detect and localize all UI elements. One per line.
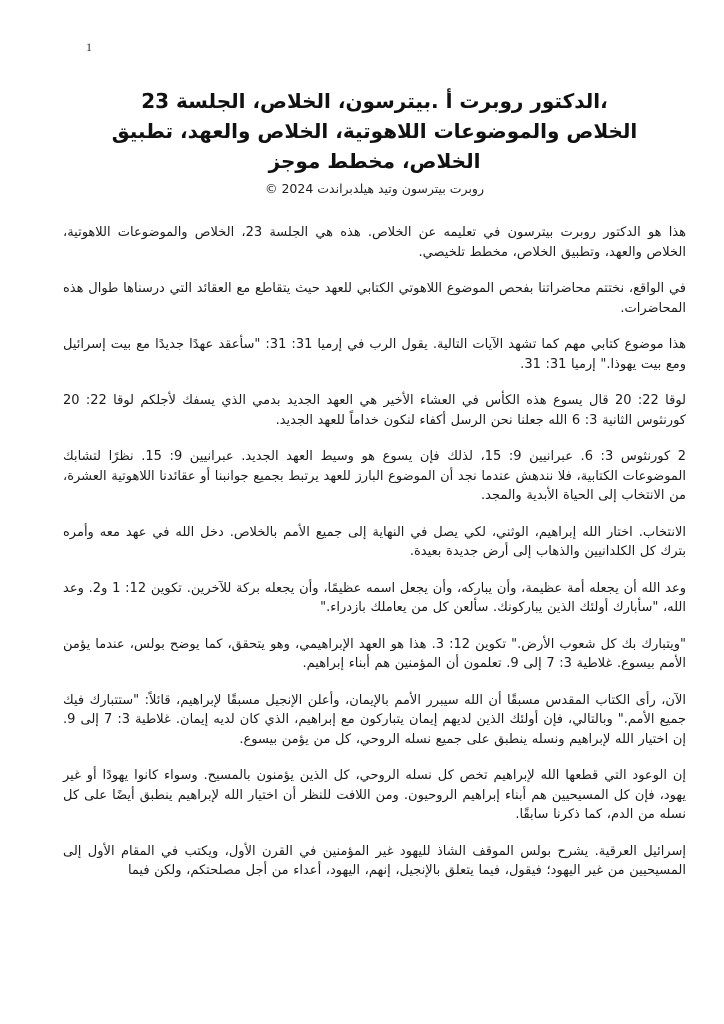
paragraph: إسرائيل العرقية. يشرح بولس الموقف الشاذ لليهود غير المؤمنين في القرن الأول، ويكتب في المقام الأول إلى المسيحيين من غير اليهود؛ فيقول، فيما يتعلق بالإنجيل، إنهم، اليهود، أعداء من أجل مصلحتكم، ولكن فيما — [63, 843, 686, 878]
paragraph: وعد الله أن يجعله أمة عظيمة، وأن يباركه، وأن يجعل اسمه عظيمًا، وأن يجعله بركة للآخرين. تكوين 12: 1 و2. وعد الله، "سأبارك أولئك الذين يباركونك. سألعن كل من يعاملك بازدراء." — [63, 580, 687, 615]
title-line-1: ،الدكتور روبرت أ .بيترسون، الخلاص، الجلسة 23 — [141, 89, 608, 113]
document-body — [63, 223, 686, 881]
paragraph: إن الوعود التي قطعها الله لإبراهيم تخص كل نسله الروحي، كل الذين يؤمنون بالمسيح. وسواء كانوا يهودًا أو غير يهود، فإن كل المسيحيين هم أبناء إبراهيم الروحيون. ومن اللافت للنظر أن اختيار الله لإبراهيم ينطبق أيضًا على كل نسله من الدم، كما ذكرنا سابقًا. — [63, 768, 686, 822]
document-title — [63, 86, 686, 176]
paragraph: هذا هو الدكتور روبرت بيترسون في تعليمه عن الخلاص. هذه هي الجلسة 23، الخلاص والموضوعات اللاهوتية، الخلاص والعهد، وتطبيق الخلاص، مخطط تلخيصي. — [63, 225, 686, 260]
paragraph: 2 كورنثوس 3: 6. عبرانيين 9: 15، لذلك فإن يسوع هو وسيط العهد الجديد. عبرانيين 9: 15. نظرًا لتشابك الموضوعات الكتابية، فلا نندهش عندما نجد أن الموضوع البارز للعهد يرتبط بجميع جوانبنا أو عقائدنا اللاهوتية العشرة، من الانتخاب إلى الحياة الأبدية والمجد. — [63, 449, 687, 503]
copyright-byline: روبرت بيترسون وتيد هيلدبراندت 2024 © — [264, 181, 484, 196]
paragraph: الانتخاب. اختار الله إبراهيم، الوثني، لكي يصل في النهاية إلى جميع الأمم بالخلاص. دخل الله في عهد معه وأمره بترك كل الكلدانيين والذهاب إلى أرض جديدة بعيدة. — [63, 524, 686, 559]
paragraph: في الواقع، نختتم محاضراتنا بفحص الموضوع اللاهوتي الكتابي للعهد حيث يتقاطع مع العقائد التي درسناها طوال هذه المحاضرات. — [63, 281, 686, 316]
paragraph: الآن، رأى الكتاب المقدس مسبقًا أن الله سيبرر الأمم بالإيمان، وأعلن الإنجيل مسبقًا لإبراهيم، قائلاً: "ستتبارك فيك جميع الأمم." وبالتالي، فإن أولئك الذين لديهم إيمان يتباركون مع إبراهيم، الذي كان لديه إيمان. غلاطية 3: 7 إلى 9. إن اختيار الله لإبراهيم ونسله ينطبق على جميع نسله الروحي، كل من يؤمن بيسوع. — [63, 692, 686, 747]
document-content — [63, 86, 686, 881]
paragraph: "ويتبارك بك كل شعوب الأرض." تكوين 12: 3. هذا هو العهد الإبراهيمي، وهو يتحقق، كما يوضح بولس، عندما يؤمن الأمم بيسوع. غلاطية 3: 7 إلى 9. تعلمون أن المؤمنين هم أبناء إبراهيم. — [63, 636, 686, 671]
title-line-2: الخلاص والموضوعات اللاهوتية، الخلاص والعهد، تطبيق — [111, 119, 638, 143]
title-line-3: الخلاص، مخطط موجز — [268, 149, 481, 173]
paragraph: هذا موضوع كتابي مهم كما تشهد الآيات التالية. يقول الرب في إرميا 31: 31: "سأعقد عهدًا جديدًا مع بيت إسرائيل ومع بيت يهوذا." إرميا 31: 31. — [63, 337, 686, 372]
page-number: 1 — [86, 40, 92, 54]
paragraph: لوقا 22: 20 قال يسوع هذه الكأس في العشاء الأخير هي العهد الجديد بدمي الذي يسفك لأجلكم لوقا 22: 20 كورنثوس الثانية 3: 6 الله جعلنا نحن الرسل أكفاء لنكون خداماً للعهد الجديد. — [63, 393, 687, 428]
